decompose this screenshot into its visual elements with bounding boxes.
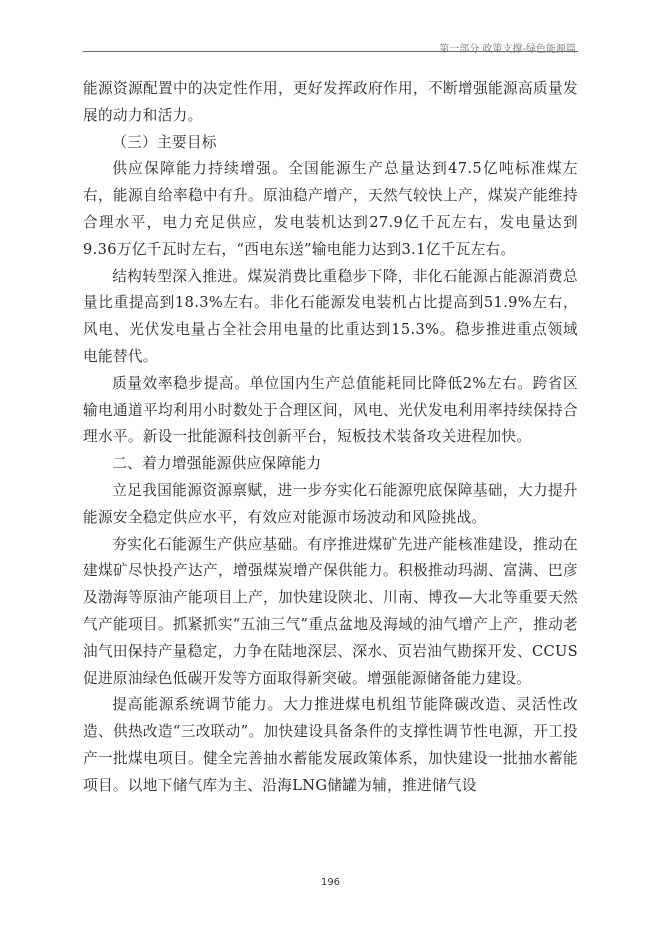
document-body [83, 76, 578, 800]
paragraph-fossil-energy: 夯实化石能源生产供应基础。有序推进煤矿先进产能核准建设，推动在建煤矿尽快投产达产，增强煤炭增产保供能力。积极推动玛湖、富满、巴彦及渤海等原油产能项目上产，加快建设陕北、川南、博孜—大北等重要天然气产能项目。抓紧抓实“五油三气”重点盆地及海域的油气增产上产，推动老油气田保持产量稳定，力争在陆地深层、深水、页岩油气勘探开发、CCUS促进原油绿色低碳开发等方面取得新突破。增强能源储备能力建设。 [83, 535, 578, 687]
header-title: 第一部分 政策支撑-绿色能源篇 [439, 44, 576, 55]
page-number: 196 [320, 877, 341, 888]
paragraph-supply-guarantee: 供应保障能力持续增强。全国能源生产总量达到47.5亿吨标准煤左右，能源自给率稳中有升。原油稳产增产，天然气较快上产，煤炭产能维持合理水平，电力充足供应，发电装机达到27.9亿千瓦左右，发电量达到9.36万亿千瓦时左右，“西电东送”输电能力达到3.1亿千瓦左右。 [83, 160, 578, 258]
paragraph-system-regulation: 提高能源系统调节能力。大力推进煤电机组节能降碳改造、灵活性改造、供热改造“三改联动”。加快建设具备条件的支撑性调节性电源，开工投产一批煤电项目。健全完善抽水蓄能发展政策体系，加快建设一批抽水蓄能项目。以地下储气库为主、沿海LNG储罐为辅，推进储气设 [83, 696, 578, 794]
paragraph-energy-endowment: 立足我国能源资源禀赋，进一步夯实化石能源兜底保障基础，大力提升能源安全稳定供应水平，有效应对能源市场波动和风险挑战。 [83, 481, 578, 526]
section-heading-main-goals: （三）主要目标 [112, 133, 217, 151]
header-rule [83, 51, 578, 52]
page-header [83, 28, 578, 55]
paragraph-structural-transition: 结构转型深入推进。煤炭消费比重稳步下降，非化石能源占能源消费总量比重提高到18.3%左右。非化石能源发电装机占比提高到51.9%左右，风电、光伏发电量占全社会用电量的比重达到15.3%。稳步推进重点领域电能替代。 [83, 267, 578, 365]
paragraph-continuation: 能源资源配置中的决定性作用，更好发挥政府作用，不断增强能源高质量发展的动力和活力。 [83, 80, 578, 124]
section-heading-supply-capacity: 二、着力增强能源供应保障能力 [112, 455, 322, 473]
paragraph-quality-efficiency: 质量效率稳步提高。单位国内生产总值能耗同比降低2%左右。跨省区输电通道平均利用小时数处于合理区间，风电、光伏发电利用率持续保持合理水平。新设一批能源科技创新平台，短板技术装备攻关进程加快。 [83, 374, 578, 446]
